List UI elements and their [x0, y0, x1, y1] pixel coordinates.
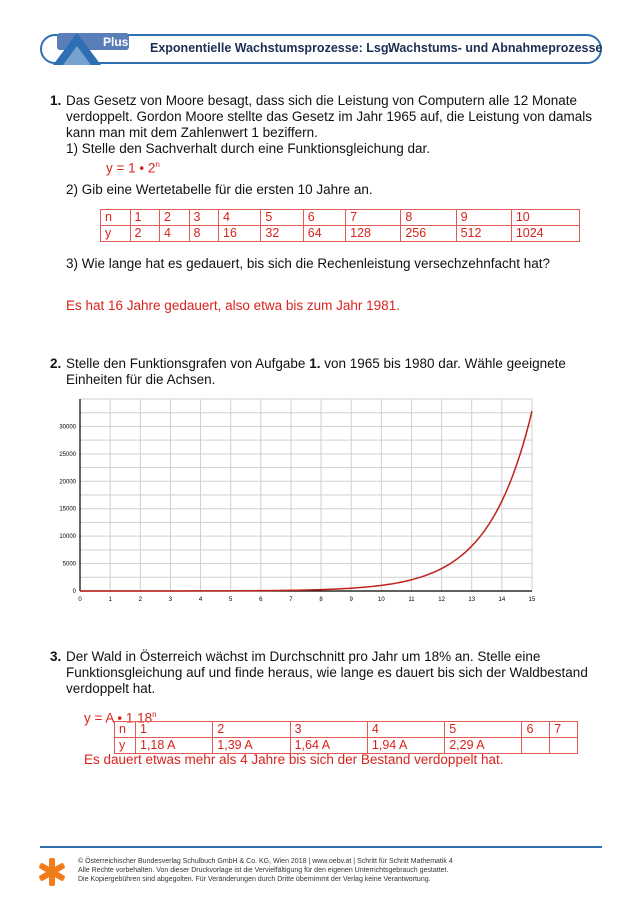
table-cell: 1,18 A: [136, 738, 213, 754]
y-tick-label: 10000: [59, 534, 76, 541]
footer-line3: Die Kopiergebühren sind abgegolten. Für Veränderungen durch Dritte übernimmt der Verlag keine Verantwortung.: [78, 876, 431, 883]
table-cell: 5: [445, 722, 522, 738]
table-cell: 8: [189, 226, 219, 242]
y-tick-label: 20000: [59, 479, 76, 486]
table-cell: 1024: [511, 226, 579, 242]
table-cell: 1,94 A: [367, 738, 444, 754]
table-cell: 2: [213, 722, 290, 738]
table-cell: 256: [401, 226, 456, 242]
table-cell: 64: [303, 226, 345, 242]
table-cell: 9: [456, 210, 511, 226]
y-tick-label: 25000: [59, 451, 76, 458]
task1-answer1: y = 1 • 2$^n$: [106, 160, 160, 176]
table-cell: 6: [522, 722, 550, 738]
table-cell: 7: [346, 210, 401, 226]
footer-line2: Alle Rechte vorbehalten. Von dieser Druckvorlage ist die Vervielfältigung für den eigenen Unterrichtsgebrauch gestattet.: [78, 867, 449, 874]
table-cell: 2: [130, 226, 160, 242]
table-cell: 10: [511, 210, 579, 226]
table-row-y: [101, 226, 580, 242]
task1-number: 1.: [50, 93, 62, 108]
table-cell: 1: [136, 722, 213, 738]
task1-text-line1: Das Gesetz von Moore besagt, dass sich die Leistung von Computern alle 12 Monate: [66, 93, 578, 108]
y-tick-label: 15000: [59, 506, 76, 513]
table-cell: 1,39 A: [213, 738, 290, 754]
task3-text-line2: Funktionsgleichung auf und finde heraus, wie lange es dauert bis sich der Waldbestand: [66, 665, 588, 680]
x-tick-label: 0: [78, 597, 82, 603]
table-cell: y: [115, 738, 136, 754]
table-cell: 32: [261, 226, 303, 242]
footer-line1: © Österreichischer Bundesverlag Schulbuch GmbH & Co. KG, Wien 2018 | www.oebv.at | Schritt für Schritt Mathematik 4: [78, 858, 453, 865]
task1-text-line2: verdoppelt. Gordon Moore stellte das Gesetz im Jahr 1965 auf, die Leistung von damals: [66, 109, 593, 124]
table-cell: 5: [261, 210, 303, 226]
task3-number: 3.: [50, 649, 62, 664]
x-tick-label: 11: [408, 597, 415, 603]
task1-answer3: Es hat 16 Jahre gedauert, also etwa bis zum Jahr 1981.: [66, 298, 400, 313]
x-tick-label: 4: [198, 597, 203, 603]
task3-value-table: [114, 721, 578, 754]
table-row-n: [101, 210, 580, 226]
x-tick-label: 13: [468, 597, 476, 603]
footer-text: [78, 857, 453, 884]
table-cell: 1,64 A: [290, 738, 367, 754]
table-cell: n: [115, 722, 136, 738]
task2-text-line1: Stelle den Funktionsgrafen von Aufgabe 1. von 1965 bis 1980 dar. Wähle geeignete: [66, 356, 566, 371]
publisher-star-icon: [37, 857, 67, 887]
task2-number: 2.: [50, 356, 62, 371]
table-cell: 3: [189, 210, 219, 226]
x-tick-label: 9: [349, 597, 353, 603]
table-cell: 512: [456, 226, 511, 242]
y-tick-label: 30000: [59, 424, 76, 431]
table-cell: [522, 738, 550, 754]
table-cell: 4: [219, 210, 261, 226]
x-tick-label: 5: [228, 597, 233, 603]
x-tick-label: 3: [168, 597, 173, 603]
logo-text: Plus: [103, 35, 129, 49]
table-cell: 128: [346, 226, 401, 242]
task3-formula: y = A • 1,18$^n$: [84, 710, 157, 726]
plus-logo: [43, 29, 133, 67]
x-tick-label: 15: [528, 597, 536, 603]
x-tick-label: 1: [108, 597, 112, 603]
task3-answer: Es dauert etwas mehr als 4 Jahre bis sich der Bestand verdoppelt hat.: [84, 752, 504, 767]
task1-question3: 3) Wie lange hat es gedauert, bis sich die Rechenleistung versechzehnfacht hat?: [66, 256, 551, 271]
x-tick-label: 7: [289, 597, 293, 603]
task1-question1: 1) Stelle den Sachverhalt durch eine Funktionsgleichung dar.: [66, 141, 430, 156]
footer-divider: [40, 846, 602, 848]
x-tick-label: 14: [498, 597, 506, 603]
task3-text-line1: Der Wald in Österreich wächst im Durchschnitt pro Jahr um 18% an. Stelle eine: [66, 649, 541, 664]
exponential-chart: [54, 393, 540, 611]
x-tick-label: 12: [438, 597, 445, 603]
task1-question2: 2) Gib eine Wertetabelle für die ersten 10 Jahre an.: [66, 182, 373, 197]
task3-text-line3: verdoppelt hat.: [66, 681, 156, 696]
table-cell: 4: [160, 226, 190, 242]
table-cell: [550, 738, 578, 754]
x-tick-label: 10: [377, 597, 385, 603]
table-cell: 2: [160, 210, 190, 226]
y-tick-label: 0: [72, 589, 76, 595]
task2-text-line2: Einheiten für die Achsen.: [66, 372, 216, 387]
table-cell: 7: [550, 722, 578, 738]
table-cell: y: [101, 226, 131, 242]
table-cell: 3: [290, 722, 367, 738]
table-cell: 16: [219, 226, 261, 242]
task1-text-line3: kann man mit dem Zahlenwert 1 beziffern.: [66, 125, 318, 140]
x-tick-label: 8: [319, 597, 323, 603]
table-cell: n: [101, 210, 131, 226]
table-cell: 4: [367, 722, 444, 738]
table-cell: 1: [130, 210, 160, 226]
x-tick-label: 6: [259, 597, 263, 603]
table-row-n: [115, 722, 578, 738]
y-tick-label: 5000: [62, 561, 76, 568]
header-title-right: Wachstums- und Abnahmeprozesse: [388, 41, 603, 55]
table-cell: 8: [401, 210, 456, 226]
table-cell: 6: [303, 210, 345, 226]
task1-value-table: [100, 209, 580, 242]
header-title-left: Exponentielle Wachstumsprozesse: Lsg.: [150, 41, 392, 55]
x-tick-label: 2: [138, 597, 142, 603]
table-cell: 2,29 A: [445, 738, 522, 754]
